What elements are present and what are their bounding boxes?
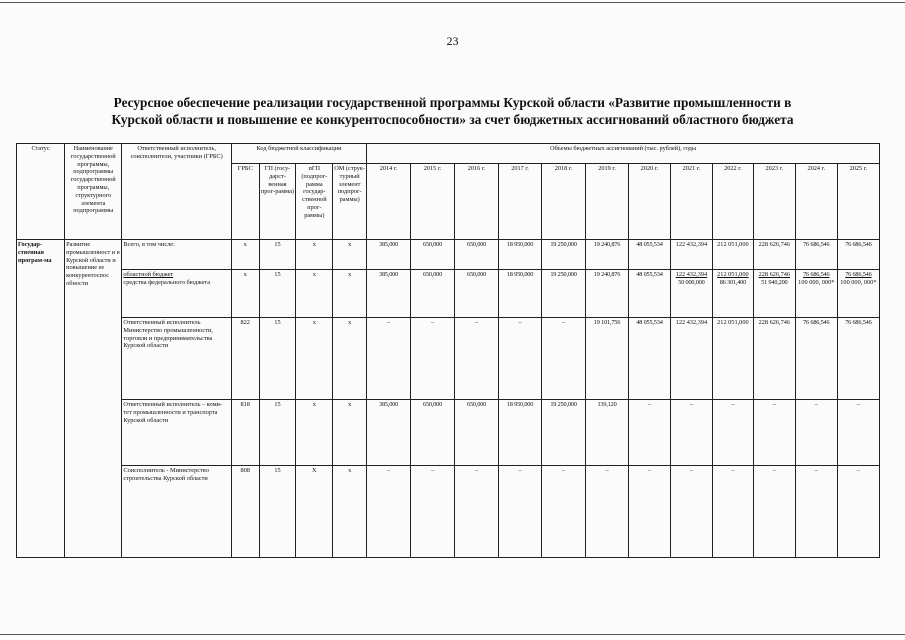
value-cell: [753, 270, 795, 318]
col-grbs-header: ГРБС: [231, 164, 259, 240]
executor-cell: Соисполнитель - Министерство строительства Курской области: [122, 466, 232, 558]
value-cell: –: [367, 318, 411, 400]
gp-cell: 15: [259, 270, 296, 318]
gp-cell: 15: [259, 400, 296, 466]
pgp-cell: x: [296, 240, 333, 270]
year-header: 2017 г.: [499, 164, 542, 240]
value-cell: 385,000: [367, 400, 411, 466]
executor-federal-budget: средства федерального бюджета: [123, 278, 211, 286]
value-cell: 18 950,000: [499, 240, 542, 270]
title-line-2: Курской области и повышение ее конкурентоспособности» за счет бюджетных ассигнований областного бюджета: [111, 112, 794, 127]
table-row: [17, 240, 880, 270]
page-number: 23: [446, 34, 459, 48]
value-cell: 76 686,546: [795, 240, 837, 270]
value-cell: [795, 270, 837, 318]
value-cell: 19 250,000: [542, 270, 586, 318]
value-federal: 100 000, 000*: [798, 278, 835, 286]
value-cell: 650,000: [455, 270, 499, 318]
value-cell: 76 686,546: [837, 318, 879, 400]
year-header: 2021 г.: [670, 164, 712, 240]
year-header: 2025 г.: [837, 164, 879, 240]
document-title: [14, 94, 891, 128]
value-regional: 228 626,746: [758, 271, 791, 278]
om-cell: x: [333, 318, 367, 400]
scan-edge-bottom: [0, 634, 905, 635]
table-row: [17, 318, 880, 400]
col-pgp-header: пГП (подпрог-рамма государ-ственной прог-раммы): [296, 164, 333, 240]
value-cell: 650,000: [411, 400, 455, 466]
value-cell: 19 250,000: [542, 400, 586, 466]
value-cell: –: [795, 466, 837, 558]
year-header: 2015 г.: [411, 164, 455, 240]
value-cell: 650,000: [411, 270, 455, 318]
value-cell: 19 240,876: [586, 270, 629, 318]
status-cell: Государ-ственная програм-ма: [17, 240, 65, 558]
year-header: 2014 г.: [367, 164, 411, 240]
value-cell: 122 432,394: [670, 318, 712, 400]
value-cell: –: [753, 466, 795, 558]
value-regional: 122 432,394: [675, 271, 708, 278]
year-header: 2022 г.: [712, 164, 753, 240]
year-header: 2018 г.: [542, 164, 586, 240]
value-cell: –: [670, 400, 712, 466]
value-cell: –: [542, 318, 586, 400]
executor-cell: Ответственный исполнитель – коми-тет промышленности и транспорта Курской области: [122, 400, 232, 466]
value-cell: 228 626,746: [753, 318, 795, 400]
year-header: 2020 г.: [629, 164, 671, 240]
value-cell: –: [455, 466, 499, 558]
value-cell: 212 051,000: [712, 240, 753, 270]
value-cell: –: [542, 466, 586, 558]
value-cell: [670, 270, 712, 318]
om-cell: x: [333, 400, 367, 466]
value-cell: 18 950,000: [499, 270, 542, 318]
grbs-cell: 822: [231, 318, 259, 400]
col-executor-header: Ответственный исполнитель, соисполнители, участники (ГРБС): [122, 144, 232, 240]
col-om-header: ОМ (струк-турный элемент подпрог-раммы): [333, 164, 367, 240]
value-regional: 76 686,546: [803, 271, 830, 278]
value-cell: –: [837, 466, 879, 558]
table-row: [17, 400, 880, 466]
value-federal: 86 301,400: [719, 278, 747, 286]
pgp-cell: x: [296, 270, 333, 318]
table-row: [17, 270, 880, 318]
value-cell: –: [411, 318, 455, 400]
executor-cell: Ответственный исполнитель Министерство промышленности, торговли и предпринимательства Курской области: [122, 318, 232, 400]
header-row-1: [17, 144, 880, 164]
value-cell: [837, 270, 879, 318]
value-federal: 51 940,200: [761, 278, 788, 286]
value-federal: 50 000,000: [678, 278, 705, 286]
year-header: 2023 г.: [753, 164, 795, 240]
value-cell: –: [753, 400, 795, 466]
value-cell: 19 250,000: [542, 240, 586, 270]
value-cell: 48 055,534: [629, 270, 671, 318]
title-line-1: Ресурсное обеспечение реализации государственной программы Курской области «Развитие промышленности в: [113, 95, 792, 110]
pgp-cell: X: [296, 466, 333, 558]
executor-cell: Всего, в том числе:: [122, 240, 232, 270]
value-cell: –: [629, 466, 671, 558]
budget-table: [16, 143, 880, 558]
value-regional: 212 051,000: [717, 271, 749, 278]
value-cell: –: [670, 466, 712, 558]
value-cell: –: [795, 400, 837, 466]
value-cell: 650,000: [411, 240, 455, 270]
value-cell: 48 055,534: [629, 318, 671, 400]
pgp-cell: x: [296, 400, 333, 466]
value-cell: 385,000: [367, 270, 411, 318]
table-row: [17, 466, 880, 558]
value-regional: 76 686,546: [845, 271, 872, 278]
gp-cell: 15: [259, 240, 296, 270]
year-header: 2016 г.: [455, 164, 499, 240]
executor-regional-budget: областной бюджет: [123, 271, 174, 278]
value-cell: 76 686,546: [837, 240, 879, 270]
value-cell: [712, 270, 753, 318]
value-federal: 100 000, 000*: [840, 278, 877, 286]
gp-cell: 15: [259, 318, 296, 400]
value-cell: 228 626,746: [753, 240, 795, 270]
year-header: 2024 г.: [795, 164, 837, 240]
scan-edge-top: [0, 2, 905, 3]
value-cell: 19 240,876: [586, 240, 629, 270]
value-cell: –: [629, 400, 671, 466]
om-cell: x: [333, 466, 367, 558]
value-cell: –: [455, 318, 499, 400]
pgp-cell: x: [296, 318, 333, 400]
year-header: 2019 г.: [586, 164, 629, 240]
value-cell: 212 051,000: [712, 318, 753, 400]
value-cell: 385,000: [367, 240, 411, 270]
value-cell: 48 055,534: [629, 240, 671, 270]
value-cell: –: [837, 400, 879, 466]
value-cell: 650,000: [455, 240, 499, 270]
value-cell: 19 101,756: [586, 318, 629, 400]
col-volumes-header: Объемы бюджетных ассигнований (тыс. рублей), годы: [367, 144, 880, 164]
value-cell: 650,000: [455, 400, 499, 466]
value-cell: –: [499, 466, 542, 558]
value-cell: –: [712, 400, 753, 466]
value-cell: –: [499, 318, 542, 400]
value-cell: 76 686,546: [795, 318, 837, 400]
grbs-cell: x: [231, 270, 259, 318]
value-cell: 122 432,394: [670, 240, 712, 270]
value-cell: –: [367, 466, 411, 558]
grbs-cell: 808: [231, 466, 259, 558]
grbs-cell: 818: [231, 400, 259, 466]
value-cell: 139,120: [586, 400, 629, 466]
col-name-header: Наименование государственной программы, подпрограммы государственной программы, структурного элемента подпрограммы: [65, 144, 122, 240]
col-status-header: Статус: [17, 144, 65, 240]
value-cell: –: [411, 466, 455, 558]
om-cell: x: [333, 240, 367, 270]
col-budget-code-header: Код бюджетной классификации: [231, 144, 366, 164]
col-gp-header: ГП (госу-дарст-венная прог-рамма): [259, 164, 296, 240]
grbs-cell: x: [231, 240, 259, 270]
value-cell: –: [586, 466, 629, 558]
program-name-cell: Развитие промышленност и в Курской области и повышение ее конкурентоспос обности: [65, 240, 122, 558]
value-cell: 18 950,000: [499, 400, 542, 466]
om-cell: x: [333, 270, 367, 318]
gp-cell: 15: [259, 466, 296, 558]
value-cell: –: [712, 466, 753, 558]
executor-cell: [122, 270, 232, 318]
